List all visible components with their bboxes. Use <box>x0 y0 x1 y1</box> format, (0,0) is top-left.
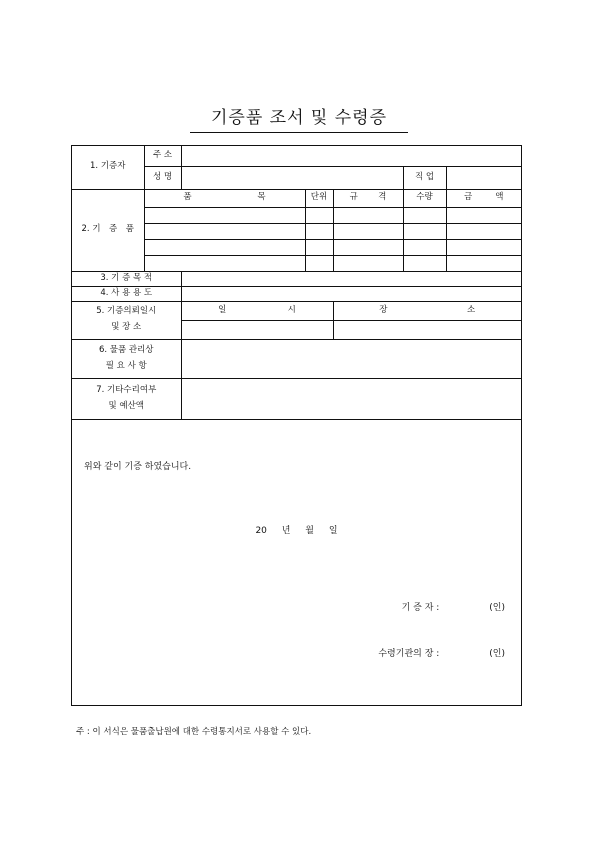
donor-signature <box>402 600 505 613</box>
spec-cell[interactable] <box>333 207 403 223</box>
repair-label <box>72 378 181 419</box>
donor-label: 1. 기증자 <box>72 146 144 189</box>
document-title: 기증품 조서 및 수령증 <box>190 103 408 133</box>
form-table <box>72 146 521 420</box>
donor-signature-label: 기 증 자 : <box>401 603 440 613</box>
amount-header-1: 금 <box>464 192 473 203</box>
purpose-label: 3. 기 증 목 적 <box>72 271 181 286</box>
repair-label-line2: 및 예산액 <box>108 400 145 411</box>
place-header-2: 소 <box>467 304 476 315</box>
quantity-cell[interactable] <box>403 207 446 223</box>
unit-cell[interactable] <box>305 239 333 255</box>
item-name-header <box>144 189 305 207</box>
receiver-signature <box>378 646 505 659</box>
address-field[interactable] <box>181 146 521 166</box>
spec-header-1: 규 <box>349 192 358 203</box>
footnote: 주 : 이 서식은 물품출납원에 대한 수령통지서로 사용할 수 있다. <box>76 727 312 737</box>
repair-field[interactable] <box>181 378 521 419</box>
datetime-place-label <box>72 301 181 339</box>
item-name-header-2: 목 <box>257 192 266 203</box>
management-label-line1: 6. 물품 관리상 <box>98 344 154 355</box>
unit-cell[interactable] <box>305 223 333 239</box>
usage-field[interactable] <box>181 286 521 301</box>
occupation-field[interactable] <box>446 166 521 189</box>
date-header-2: 시 <box>287 304 296 315</box>
donation-form <box>71 145 522 706</box>
date-line: 20 년 월 일 <box>255 526 338 536</box>
name-field[interactable] <box>181 166 403 189</box>
unit-cell[interactable] <box>305 207 333 223</box>
management-label <box>72 339 181 378</box>
usage-label: 4. 사 용 용 도 <box>72 286 181 301</box>
amount-cell[interactable] <box>446 239 521 255</box>
address-label: 주 소 <box>144 146 181 166</box>
donor-seal: (인) <box>489 603 505 613</box>
datetime-place-label-line1: 5. 기증의뢰일시 <box>96 306 157 317</box>
spec-header <box>333 189 403 207</box>
quantity-header: 수량 <box>403 189 446 207</box>
date-field[interactable] <box>181 320 333 339</box>
item-name-cell[interactable] <box>144 223 305 239</box>
date-header <box>181 301 333 320</box>
amount-cell[interactable] <box>446 223 521 239</box>
occupation-label: 직 업 <box>403 166 446 189</box>
management-field[interactable] <box>181 339 521 378</box>
receiver-signature-label: 수령기관의 장 : <box>378 649 440 659</box>
spec-cell[interactable] <box>333 223 403 239</box>
place-header-1: 장 <box>379 304 388 315</box>
place-field[interactable] <box>333 320 521 339</box>
unit-cell[interactable] <box>305 255 333 271</box>
spec-cell[interactable] <box>333 255 403 271</box>
item-name-cell[interactable] <box>144 207 305 223</box>
item-name-cell[interactable] <box>144 239 305 255</box>
declaration-text: 위와 같이 기증 하였습니다. <box>84 462 192 472</box>
quantity-cell[interactable] <box>403 223 446 239</box>
datetime-place-label-line2: 및 장 소 <box>111 322 142 332</box>
date-header-1: 일 <box>218 304 227 315</box>
quantity-cell[interactable] <box>403 239 446 255</box>
unit-header: 단위 <box>305 189 333 207</box>
amount-cell[interactable] <box>446 207 521 223</box>
place-header <box>333 301 521 320</box>
receiver-seal: (인) <box>489 649 505 659</box>
spec-cell[interactable] <box>333 239 403 255</box>
item-name-cell[interactable] <box>144 255 305 271</box>
items-label: 2. 기 증 품 <box>72 189 144 271</box>
amount-header <box>446 189 521 207</box>
item-name-header-1: 품 <box>183 192 192 203</box>
amount-cell[interactable] <box>446 255 521 271</box>
amount-header-2: 액 <box>495 192 504 203</box>
quantity-cell[interactable] <box>403 255 446 271</box>
spec-header-2: 격 <box>378 192 387 203</box>
name-label: 성 명 <box>144 166 181 189</box>
repair-label-line1: 7. 기타수리여부 <box>96 384 157 395</box>
purpose-field[interactable] <box>181 271 521 286</box>
management-label-line2: 필 요 사 항 <box>105 360 147 371</box>
